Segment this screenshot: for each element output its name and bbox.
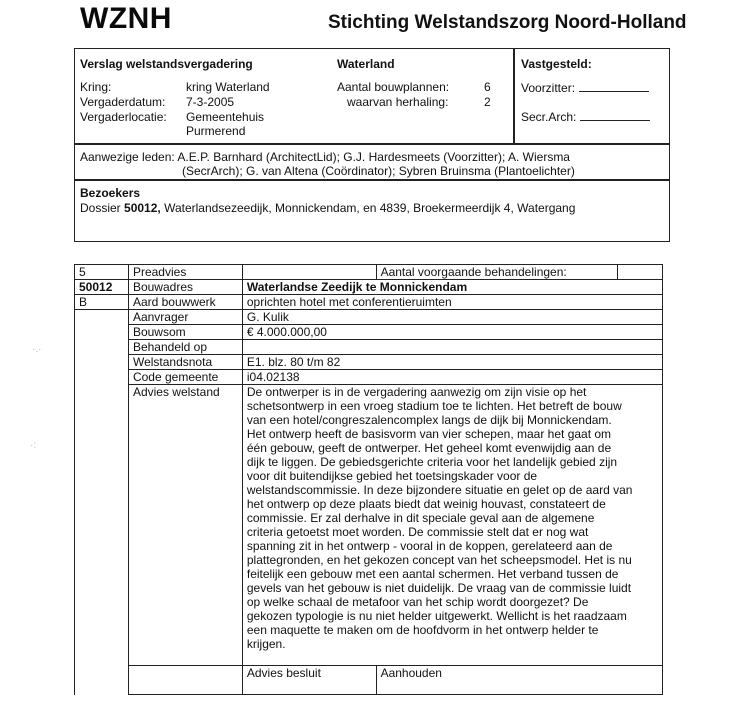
row-value [242, 340, 662, 355]
dossier-number: 50012, [124, 201, 161, 215]
table-row [75, 310, 663, 325]
repeat-label: waarvan herhaling: [347, 95, 449, 109]
advice-text [242, 385, 662, 666]
row-label: Bouwadres [128, 280, 242, 295]
chair-signature-line [579, 81, 649, 92]
empty-cell [128, 666, 242, 695]
organisation-name: Stichting Welstandszorg Noord-Holland [328, 12, 687, 33]
table-row [75, 355, 663, 370]
row-value: E1. blz. 80 t/m 82 [242, 355, 662, 370]
plans-value: 6 [484, 80, 491, 94]
table-row [75, 295, 663, 310]
row-label: Welstandsnota [128, 355, 242, 370]
approval-title: Vastgesteld: [521, 57, 592, 71]
case-table [74, 264, 663, 695]
advice-line: dijk te liggen. De gebiedsgerichte criteria voor het landelijk gebied zijn [246, 455, 618, 469]
advice-label: Advies welstand [128, 385, 242, 666]
advice-line: commissie. Er zal derhalve in dit speciale geval aan de algemene [246, 511, 595, 525]
dossier-no: 50012 [75, 280, 129, 295]
table-row [75, 265, 663, 280]
advice-line: een maquette te maken om de hoofdvorm in het ontwerp helder te [246, 623, 599, 637]
scan-speck: ·.· [32, 344, 42, 355]
kring-label: Kring: [80, 80, 112, 94]
logo: WZNH [80, 2, 172, 35]
row-value: Waterlandse Zeedijk te Monnickendam [242, 280, 662, 295]
table-row [75, 666, 663, 695]
secretary-signature [521, 110, 650, 124]
previous-count-label: Aantal voorgaande behandelingen: [376, 265, 618, 280]
empty-cell [75, 310, 129, 695]
advice-line: Het ontwerp heeft de basisvorm van vier schepen, maar het gaat om [246, 427, 612, 441]
table-row [75, 325, 663, 340]
advice-line: gekozen typologie is nu niet helder uitgewerkt. Wellicht is het raadzaam [246, 609, 627, 623]
dossier-text: Waterlandsezeedijk, Monnickendam, en 4839, Broekermeerdijk 4, Watergang [164, 201, 576, 215]
table-row [75, 340, 663, 355]
visitors-title: Bezoekers [80, 186, 141, 200]
scan-speck: ·: [30, 440, 37, 451]
meeting-title: Verslag welstandsvergadering [80, 57, 253, 71]
advice-line: welstandscommissie. In deze bijzondere situatie en gelet op de aard van [246, 483, 633, 497]
kring-value: kring Waterland [186, 80, 270, 94]
advice-line: De ontwerper is in de vergadering aanwezig om zijn visie op het [246, 385, 587, 399]
advice-line: spanning zit in het ontwerp - vooral in de koppen, gerelateerd aan de [246, 539, 613, 553]
advice-line: gevels van het gebouw is niet duidelijk. De vraag van de commissie luidt [246, 581, 632, 595]
preadvies-label: Preadvies [128, 265, 242, 280]
date-value: 7-3-2005 [186, 95, 235, 109]
secretary-signature-line [580, 110, 650, 121]
chair-signature [521, 81, 649, 95]
row-value: € 4.000.000,00 [242, 325, 662, 340]
secretary-label: Secr.Arch: [521, 110, 577, 124]
date-label: Vergaderdatum: [80, 95, 166, 109]
advice-line: één gebouw, geeft de ontwerper. Het geheel komt evenwijdig aan de [246, 441, 612, 455]
members-text-1: A.E.P. Barnhard (ArchitectLid); G.J. Hardesmeets (Voorzitter); A. Wiersma [177, 150, 570, 164]
table-row [75, 370, 663, 385]
decision-value: Aanhouden [376, 666, 662, 695]
row-value: i04.02138 [242, 370, 662, 385]
dossier-label: Dossier [80, 201, 121, 215]
row-label: Bouwsom [128, 325, 242, 340]
advice-line: criteria getoetst moet worden. De commissie stelt dat er nog wat [246, 525, 589, 539]
decision-label: Advies besluit [242, 666, 376, 695]
visitors-dossier [80, 201, 575, 215]
plans-label: Aantal bouwplannen: [337, 80, 450, 94]
advice-line: voor dit buitendijkse gebied het toetsingskader voor de [246, 469, 538, 483]
advice-line: het ontwerp op deze plaats biedt dat weinig houvast, constateert de [246, 497, 606, 511]
repeat-value: 2 [484, 95, 491, 109]
advice-line: plattegronden, en het gekozen concept van het scheepsmodel. Het is nu [246, 553, 632, 567]
case-number: 5 [75, 265, 129, 280]
row-label: Aard bouwwerk [128, 295, 242, 310]
advice-line: van een hotel/congreszalencomplex langs de dijk bij Monnickendam. [246, 413, 612, 427]
row-label: Code gemeente [128, 370, 242, 385]
members-line-1 [80, 150, 570, 164]
advice-line: krijgen. [246, 637, 286, 651]
advice-line: feitelijk een gebouw met een aantal schermen. Het verband tussen de [246, 567, 619, 581]
location-value: Gemeentehuis [186, 110, 265, 124]
table-row [75, 280, 663, 295]
advice-line: schetsontwerp in een vroeg stadium toe te lichten. Het betreft de bouw [246, 399, 622, 413]
meeting-region: Waterland [337, 57, 395, 71]
location-label: Vergaderlocatie: [80, 110, 167, 124]
preadvies-value [242, 265, 376, 280]
chair-label: Voorzitter: [521, 81, 576, 95]
case-category: B [75, 295, 129, 310]
advice-line: op welke schaal de metafoor van het schip wordt doorgezet? De [246, 595, 589, 609]
row-value: G. Kulik [242, 310, 662, 325]
members-line-2: (SecrArch); G. van Altena (Coördinator); Sybren Bruinsma (Plantoelichter) [182, 164, 575, 178]
members-label: Aanwezige leden: [80, 150, 175, 164]
previous-count-value [618, 265, 663, 280]
row-value: oprichten hotel met conferentieruimten [242, 295, 662, 310]
row-label: Aanvrager [128, 310, 242, 325]
location-value-2: Purmerend [186, 124, 246, 138]
table-row [75, 385, 663, 666]
row-label: Behandeld op [128, 340, 242, 355]
